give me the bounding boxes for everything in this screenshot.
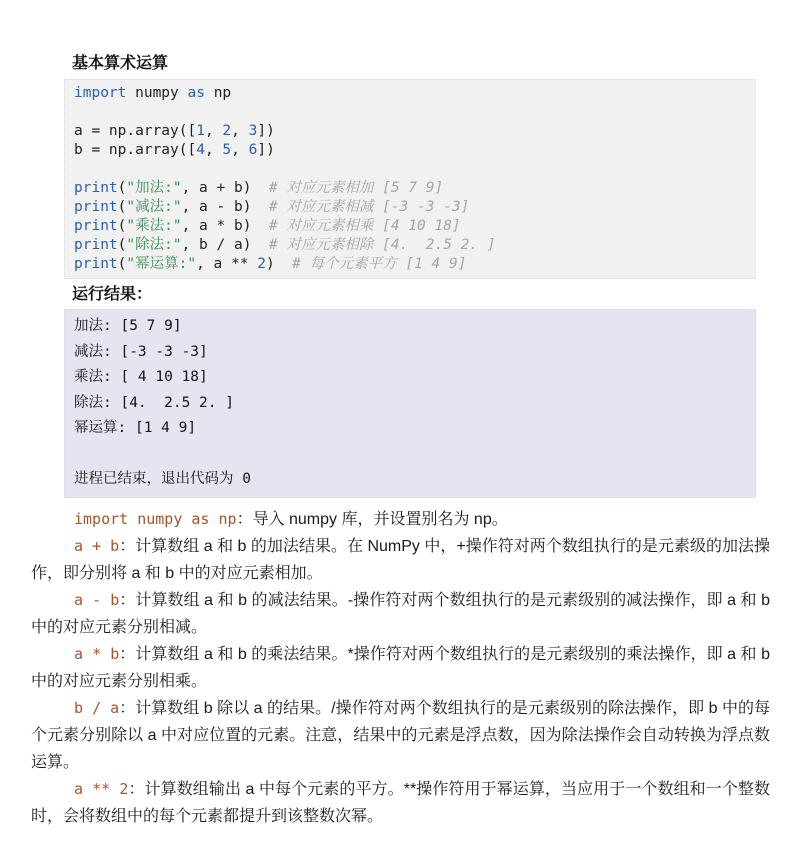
paragraph-text: ：计算数组 b 除以 a 的结果。/操作符对两个数组执行的是元素级别的除法操作，即 b 中的每个元素分别除以 a 中对应位置的元素。注意，结果中的元素是浮点数，因为除法操作会自动转换为浮点数运算。 [31,699,770,771]
code-line: print("乘法:", a * b) # 对应元素相乘 [4 10 18] [74,218,461,234]
code-line: b = np.array([4, 5, 6]) [74,142,275,158]
inline-code: a - b [74,590,120,609]
explanations-section [31,506,770,830]
explanation-paragraph [31,506,770,533]
paragraph-text: ：计算数组输出 a 中每个元素的平方。**操作符用于幂运算，当应用于一个数组和一个整数时，会将数组中的每个元素都提升到该整数次幂。 [31,780,770,825]
paragraph-text: ：计算数组 a 和 b 的乘法结果。*操作符对两个数组执行的是元素级别的乘法操作，即 a 和 b 中的对应元素分别相乘。 [31,645,770,690]
paragraph-text: ：计算数组 a 和 b 的减法结果。-操作符对两个数组执行的是元素级别的减法操作，即 a 和 b 中的对应元素分别相减。 [31,591,770,636]
code-line: print("幂运算:", a ** 2) # 每个元素平方 [1 4 9] [74,256,467,272]
code-block [64,79,756,279]
code-line: print("加法:", a + b) # 对应元素相加 [5 7 9] [74,180,444,196]
code-line: print("除法:", b / a) # 对应元素相除 [4. 2.5 2. ] [74,237,496,253]
inline-code: b / a [74,698,120,717]
output-line: 减法: [-3 -3 -3] [74,343,208,360]
paragraph-text: ：导入 numpy 库，并设置别名为 np。 [236,510,508,528]
result-label: 运行结果： [72,286,153,303]
explanation-paragraph [31,776,770,830]
output-line: 加法: [5 7 9] [74,318,182,334]
output-line: 除法: [4. 2.5 2. ] [74,394,234,411]
paragraph-text: ：计算数组 a 和 b 的加法结果。在 NumPy 中，+操作符对两个数组执行的是元素级的加法操作，即分别将 a 和 b 中的对应元素相加。 [31,537,770,582]
explanation-paragraph [31,587,770,641]
output-line [74,442,746,468]
section-heading: 基本算术运算 [72,55,169,72]
output-line: 幂运算: [1 4 9] [74,420,197,436]
explanation-paragraph [31,641,770,695]
inline-code: a ** 2 [74,779,129,798]
inline-code: a + b [74,536,120,555]
inline-code: a * b [74,644,120,663]
explanation-paragraph [31,533,770,587]
code-line: a = np.array([1, 2, 3]) [74,123,275,139]
output-line: 进程已结束，退出代码为 0 [74,471,251,487]
output-line: 乘法: [ 4 10 18] [74,369,208,385]
code-line: import numpy as np [74,85,232,101]
inline-code: import numpy as np [74,509,237,528]
code-line [74,103,746,122]
code-line [74,160,746,179]
code-line: print("减法:", a - b) # 对应元素相减 [-3 -3 -3] [74,199,470,215]
explanation-paragraph [31,695,770,776]
output-block [64,309,756,498]
